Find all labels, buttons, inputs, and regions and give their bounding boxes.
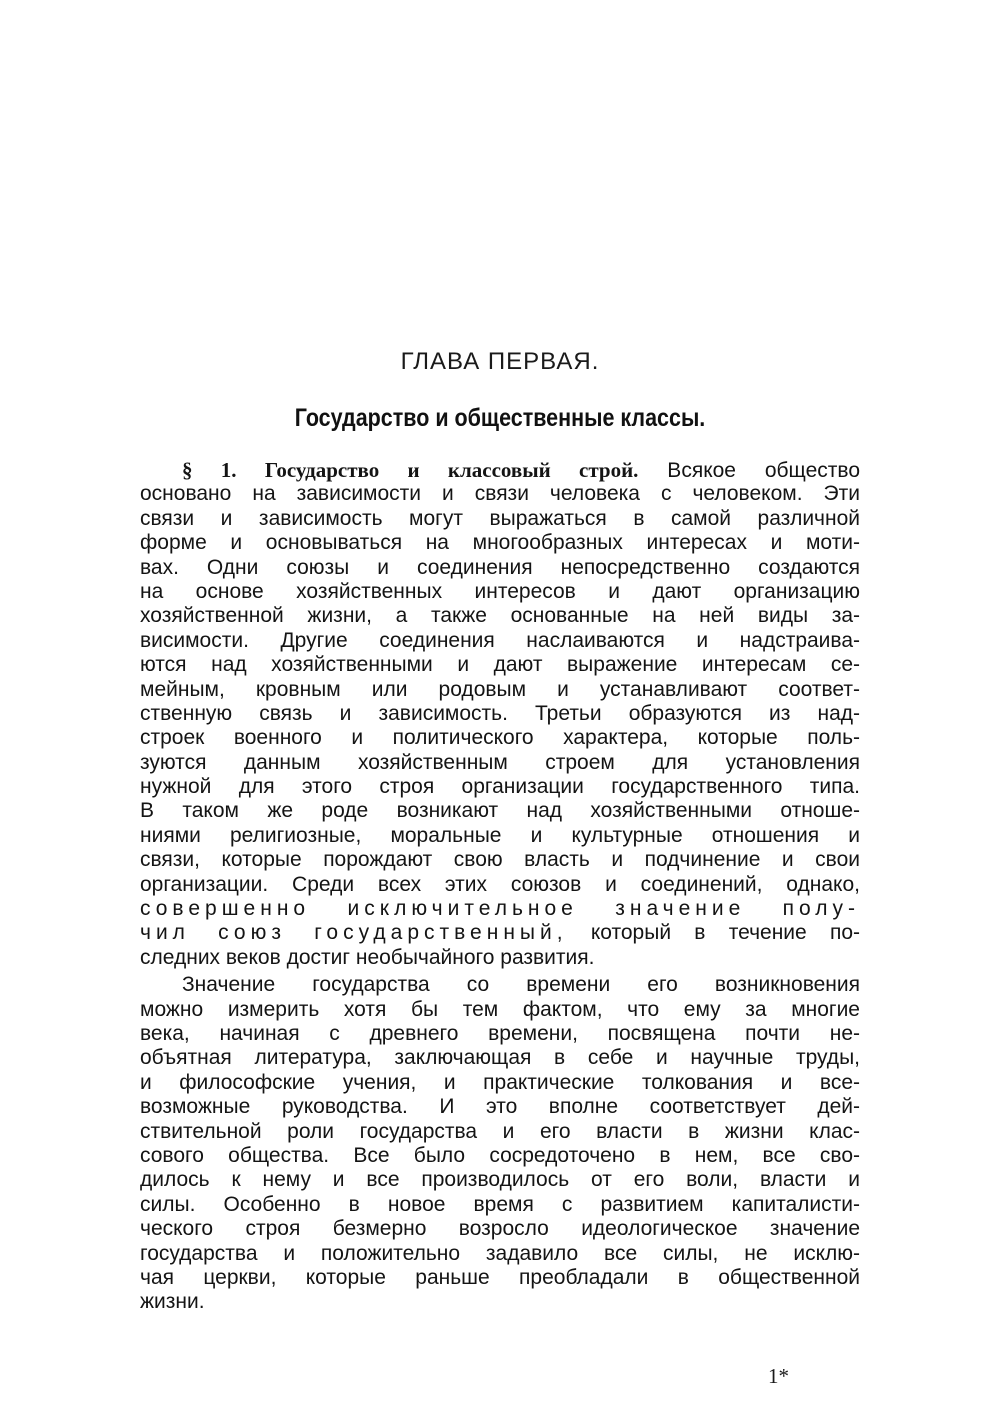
paragraph-line: организации. Среди всех этих союзов и соединений, однако, [140,872,860,896]
emphasized-line: совершенно исключительное значение полу- [140,897,860,921]
paragraph-line: возможные руководства. И это вполне соответствует дей- [140,1095,860,1119]
paragraph-line: основано на зависимости и связи человека с человеком. Эти [140,482,860,506]
paragraph-line: жизни. [140,1290,205,1314]
paragraph-line: зуются данным хозяйственным строем для установления [140,750,860,774]
paragraph-line: Значение государства со времени его возникновения [182,973,860,997]
paragraph-line: и философские учения, и практические толкования и все- [140,1070,860,1094]
paragraph-line: В таком же роде возникают над хозяйственными отноше- [140,799,860,823]
body-text [140,458,860,1315]
paragraph-line: связи, которые порождают свою власть и подчинение и свои [140,848,860,872]
chapter-subtitle: Государство и общественные классы. [294,404,706,432]
paragraph-line: висимости. Другие соединения наслаиваются и надстраива- [140,628,860,652]
paragraph-line [140,921,860,945]
paragraph-line: ются над хозяйственными и дают выражение интересам се- [140,653,860,677]
paragraph-line: хозяйственной жизни, а также основанные на ней виды за- [140,604,860,628]
paragraph-line: дилось к нему и все производилось от его воли, власти и [140,1168,860,1192]
paragraph-line: вах. Одни союзы и соединения непосредственно создаются [140,555,860,579]
paragraph-line: ческого строя безмерно возросло идеологическое значение [140,1217,860,1241]
paragraph-line: государства и положительно задавило все силы, не исклю- [140,1241,860,1265]
paragraph-line: связи и зависимость могут выражаться в самой различной [140,506,860,530]
paragraph-line: следних веков достиг необычайного развития. [140,945,595,969]
paragraph-line: мейным, кровным или родовым и устанавливают соответ- [140,677,860,701]
paragraph-line: ниями религиозные, моральные и культурные отношения и [140,823,860,847]
chapter-title: ГЛАВА ПЕРВАЯ. [400,348,600,375]
paragraph-text: Всякое общество [638,459,860,482]
paragraph-line: ственную связь и зависимость. Третьи образуются из над- [140,701,860,725]
paragraph-line: объятная литература, заключающая в себе и научные труды, [140,1046,860,1070]
paragraph-text: который в течение по- [567,921,860,945]
emphasized-text: чил союз государственный, [140,921,568,945]
page-number: 1* [768,1364,789,1388]
paragraph-line: века, начиная с древнего времени, посвящена почти не- [140,1021,860,1045]
paragraph-line: форме и основываться на многообразных интересах и моти- [140,531,860,555]
paragraph-line: чая церкви, которые раньше преобладали в общественной [140,1265,860,1289]
paragraph-line: сового общества. Все было сосредоточено в нем, все сво- [140,1143,860,1167]
paragraph-line: на основе хозяйственных интересов и дают организацию [140,579,860,603]
section-heading: § 1. Государство и классовый строй. [182,458,639,482]
paragraph-line: силы. Особенно в новое время с развитием капиталисти- [140,1192,860,1216]
paragraph-line: нужной для этого строя организации государственного типа. [140,775,860,799]
paragraph-line: ствительной роли государства и его власти в жизни клас- [140,1119,860,1143]
paragraph-line: можно измерить хотя бы тем фактом, что ему за многие [140,997,860,1021]
paragraph-line [140,458,860,482]
paragraph-line: строек военного и политического характера, которые поль- [140,726,860,750]
